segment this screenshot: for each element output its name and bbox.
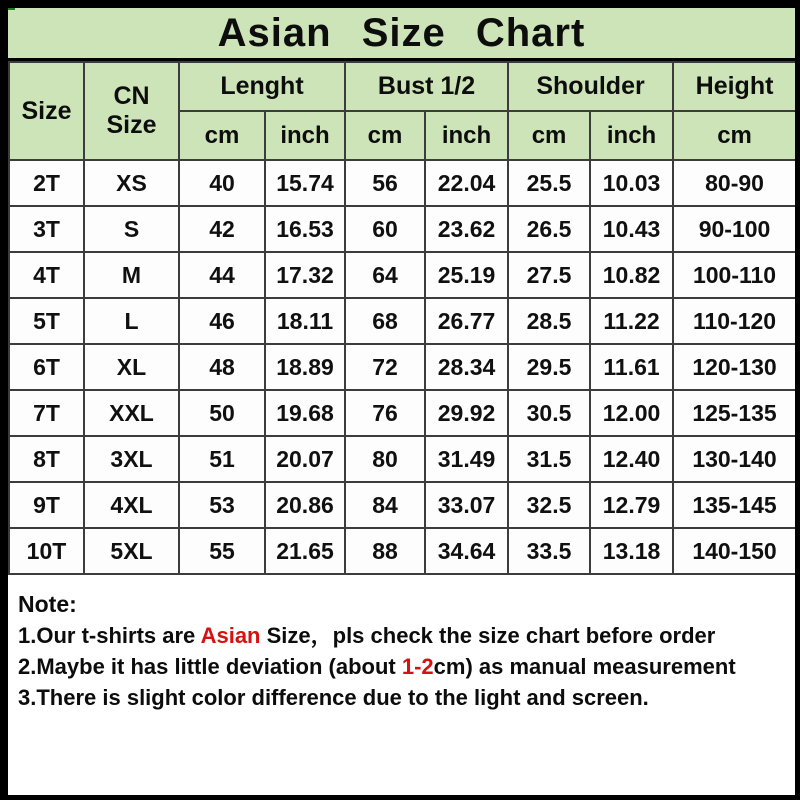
col-header-bust: Bust 1/2	[345, 62, 508, 111]
cell-shoulder-inch: 10.03	[590, 160, 673, 206]
cell-bust-cm: 68	[345, 298, 425, 344]
cell-shoulder-inch: 12.00	[590, 390, 673, 436]
cell-shoulder-cm: 31.5	[508, 436, 590, 482]
cell-height-cm: 120-130	[673, 344, 796, 390]
unit-shoulder-inch: inch	[590, 111, 673, 160]
cell-shoulder-cm: 26.5	[508, 206, 590, 252]
unit-bust-cm: cm	[345, 111, 425, 160]
cell-shoulder-cm: 30.5	[508, 390, 590, 436]
cell-length-cm: 46	[179, 298, 265, 344]
cell-length-cm: 42	[179, 206, 265, 252]
cell-length-cm: 48	[179, 344, 265, 390]
table-row	[9, 482, 796, 528]
cell-length-inch: 18.89	[265, 344, 345, 390]
cell-bust-inch: 31.49	[425, 436, 508, 482]
cell-shoulder-inch: 11.61	[590, 344, 673, 390]
cell-length-inch: 20.07	[265, 436, 345, 482]
unit-height-cm: cm	[673, 111, 796, 160]
cell-bust-inch: 28.34	[425, 344, 508, 390]
cell-height-cm: 135-145	[673, 482, 796, 528]
cell-bust-inch: 29.92	[425, 390, 508, 436]
cell-length-cm: 53	[179, 482, 265, 528]
note-line-1-pre: 1.Our t-shirts are	[18, 623, 201, 648]
cell-size: 3T	[9, 206, 84, 252]
cell-shoulder-inch: 13.18	[590, 528, 673, 574]
cell-size: 6T	[9, 344, 84, 390]
cell-length-inch: 15.74	[265, 160, 345, 206]
cell-bust-cm: 56	[345, 160, 425, 206]
cell-shoulder-inch: 11.22	[590, 298, 673, 344]
cell-length-cm: 44	[179, 252, 265, 298]
unit-length-inch: inch	[265, 111, 345, 160]
unit-bust-inch: inch	[425, 111, 508, 160]
cell-length-cm: 51	[179, 436, 265, 482]
cell-height-cm: 100-110	[673, 252, 796, 298]
cell-bust-cm: 76	[345, 390, 425, 436]
cell-length-cm: 50	[179, 390, 265, 436]
cell-shoulder-cm: 29.5	[508, 344, 590, 390]
note-section	[8, 575, 795, 713]
cell-shoulder-inch: 12.79	[590, 482, 673, 528]
note-line-3: 3.There is slight color difference due to the light and screen.	[18, 685, 649, 710]
cell-height-cm: 130-140	[673, 436, 796, 482]
table-row	[9, 160, 796, 206]
cell-shoulder-cm: 33.5	[508, 528, 590, 574]
table-row	[9, 528, 796, 574]
cell-bust-cm: 72	[345, 344, 425, 390]
cell-length-inch: 17.32	[265, 252, 345, 298]
cell-cn-size: 5XL	[84, 528, 179, 574]
col-header-size: Size	[9, 62, 84, 160]
cell-height-cm: 110-120	[673, 298, 796, 344]
cell-shoulder-inch: 12.40	[590, 436, 673, 482]
table-row	[9, 436, 796, 482]
cell-size: 5T	[9, 298, 84, 344]
header-row-groups	[9, 62, 796, 111]
table-row	[9, 298, 796, 344]
cell-bust-inch: 25.19	[425, 252, 508, 298]
table-row	[9, 206, 796, 252]
cell-length-cm: 40	[179, 160, 265, 206]
cell-size: 7T	[9, 390, 84, 436]
cell-size: 10T	[9, 528, 84, 574]
cell-length-inch: 18.11	[265, 298, 345, 344]
col-header-length: Lenght	[179, 62, 345, 111]
table-row	[9, 252, 796, 298]
unit-length-cm: cm	[179, 111, 265, 160]
cell-height-cm: 125-135	[673, 390, 796, 436]
cell-bust-cm: 80	[345, 436, 425, 482]
cell-bust-cm: 60	[345, 206, 425, 252]
col-header-shoulder: Shoulder	[508, 62, 673, 111]
table-row	[9, 344, 796, 390]
cell-cn-size: L	[84, 298, 179, 344]
cell-length-inch: 21.65	[265, 528, 345, 574]
cell-shoulder-cm: 32.5	[508, 482, 590, 528]
note-line-2-post: cm) as manual measurement	[433, 654, 736, 679]
cell-size: 2T	[9, 160, 84, 206]
note-line-1	[18, 620, 785, 651]
size-table	[8, 61, 797, 575]
cell-size: 8T	[9, 436, 84, 482]
cell-cn-size: XL	[84, 344, 179, 390]
cell-cn-size: XXL	[84, 390, 179, 436]
cell-length-cm: 55	[179, 528, 265, 574]
cell-shoulder-inch: 10.82	[590, 252, 673, 298]
cell-bust-inch: 26.77	[425, 298, 508, 344]
cell-bust-inch: 33.07	[425, 482, 508, 528]
cell-cn-size: 3XL	[84, 436, 179, 482]
cell-cn-size: XS	[84, 160, 179, 206]
note-line-2	[18, 651, 785, 682]
note-line-1-post: Size，pls check the size chart before order	[260, 623, 716, 648]
note-line-2-pre: 2.Maybe it has little deviation (about	[18, 654, 402, 679]
cell-cn-size: S	[84, 206, 179, 252]
note-line-2-emphasis: 1-2	[401, 654, 434, 679]
cell-bust-inch: 34.64	[425, 528, 508, 574]
col-header-cn-size: CN Size	[84, 62, 179, 160]
cell-shoulder-cm: 28.5	[508, 298, 590, 344]
corner-artifact	[0, 0, 15, 10]
cell-bust-cm: 84	[345, 482, 425, 528]
cell-bust-inch: 22.04	[425, 160, 508, 206]
col-header-height: Height	[673, 62, 796, 111]
note-line-1-emphasis: Asian	[200, 623, 261, 648]
cell-shoulder-inch: 10.43	[590, 206, 673, 252]
cell-length-inch: 20.86	[265, 482, 345, 528]
table-row	[9, 390, 796, 436]
cell-cn-size: M	[84, 252, 179, 298]
cell-shoulder-cm: 27.5	[508, 252, 590, 298]
cell-shoulder-cm: 25.5	[508, 160, 590, 206]
cell-length-inch: 19.68	[265, 390, 345, 436]
cell-length-inch: 16.53	[265, 206, 345, 252]
cell-height-cm: 90-100	[673, 206, 796, 252]
cell-bust-cm: 88	[345, 528, 425, 574]
cell-size: 4T	[9, 252, 84, 298]
cell-cn-size: 4XL	[84, 482, 179, 528]
cell-height-cm: 80-90	[673, 160, 796, 206]
note-heading: Note:	[18, 591, 77, 617]
unit-shoulder-cm: cm	[508, 111, 590, 160]
cell-bust-cm: 64	[345, 252, 425, 298]
cell-height-cm: 140-150	[673, 528, 796, 574]
cell-bust-inch: 23.62	[425, 206, 508, 252]
chart-title: Asian Size Chart	[8, 8, 795, 61]
cell-size: 9T	[9, 482, 84, 528]
